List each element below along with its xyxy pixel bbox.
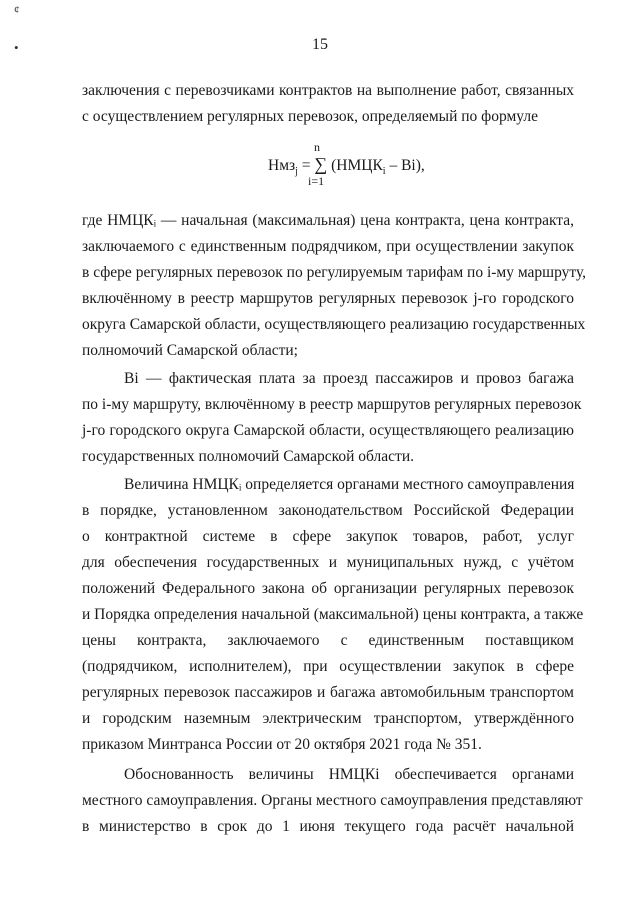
text-line: и Порядка определения начальной (максимальной) цены контракта, а также [82, 606, 584, 623]
formula-body: (НМЦК [327, 157, 383, 174]
text-line: с осуществлением регулярных перевозок, определяемый по формуле [82, 108, 538, 125]
text-line: о контрактной системе в сфере закупок товаров, работ, услуг [82, 528, 574, 545]
text-line: включённому в реестр маршрутов регулярных перевозок j-го городского [82, 290, 574, 307]
page-number: 15 [312, 36, 328, 53]
corner-mark: ¢ [14, 4, 20, 16]
bullet-mark: • [14, 40, 19, 55]
formula-lhs: Нмз [268, 157, 296, 174]
text-line: и городским наземным электрическим транспортом, утверждённого [82, 710, 574, 727]
text-line: заключаемого с единственным подрядчиком, при осуществлении закупок [82, 238, 574, 255]
text-line: в министерство в срок до 1 июня текущего года расчёт начальной [82, 818, 574, 835]
text-line: где НМЦКᵢ — начальная (максимальная) цена контракта, цена контракта, [82, 212, 574, 229]
text-line: заключения с перевозчиками контрактов на выполнение работ, связанных [82, 82, 574, 99]
text-line: для обеспечения государственных и муниципальных нужд, с учётом [82, 554, 574, 571]
text-line: полномочий Самарской области; [82, 342, 298, 359]
formula-upper-limit: n [314, 140, 320, 154]
text-line: в порядке, установленном законодательством Российской Федерации [82, 502, 574, 519]
formula-lower-limit: i=1 [308, 174, 325, 188]
formula-tail: – Bi), [385, 157, 425, 174]
text-line: местного самоуправления. Органы местного самоуправления представляют [82, 792, 583, 809]
text-line: в сфере регулярных перевозок по регулируемым тарифам по i-му маршруту, [82, 264, 587, 281]
text-line: цены контракта, заключаемого с единственным поставщиком [82, 632, 574, 649]
text-line: Величина НМЦКᵢ определяется органами местного самоуправления [124, 476, 575, 493]
text-line: приказом Минтранса России от 20 октября 2021 года № 351. [82, 736, 482, 753]
text-line: округа Самарской области, осуществляющего реализацию государственных [82, 316, 586, 333]
formula [268, 140, 448, 190]
text-line: j-го городского округа Самарской области, осуществляющего реализацию [82, 422, 574, 439]
text-line: (подрядчиком, исполнителем), при осуществлении закупок в сфере [82, 658, 574, 675]
formula-lhs-sub: j [295, 166, 298, 178]
text-line: Обоснованность величины НМЦКi обеспечивается органами [124, 766, 574, 783]
formula-body-sub: i [382, 166, 386, 178]
formula-equals: = [297, 157, 315, 174]
formula-expression [268, 154, 425, 177]
sigma-symbol: ∑ [314, 154, 328, 174]
text-line: регулярных перевозок пассажиров и багажа автомобильным транспортом [82, 684, 574, 701]
text-line: государственных полномочий Самарской области. [82, 448, 414, 465]
text-line: Bi — фактическая плата за проезд пассажиров и провоз багажа [124, 370, 574, 387]
text-line: положений Федерального закона об организации регулярных перевозок [82, 580, 574, 597]
text-line: по i-му маршруту, включённому в реестр маршрутов регулярных перевозок [82, 396, 582, 413]
